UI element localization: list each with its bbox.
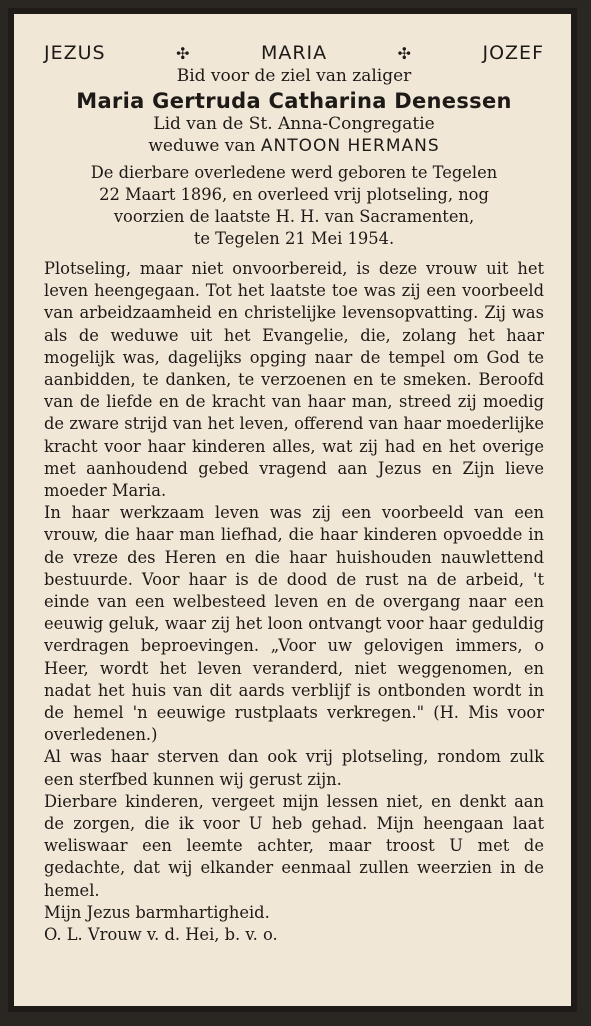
- membership-line: Lid van de St. Anna-Congregatie: [153, 114, 435, 134]
- header-jezus: JEZUS: [44, 42, 106, 64]
- printer-line: O. L. Vrouw v. d. Hei, b. v. o.: [44, 925, 278, 945]
- memorial-card: [8, 8, 577, 1012]
- deceased-name: Maria Gertruda Catharina Denessen: [76, 89, 512, 113]
- paragraph: Al was haar sterven dan ook vrij plotseling, rondom zulk een sterfbed kunnen wij gerust zijn.: [44, 747, 544, 789]
- cross-icon: ✣: [176, 43, 191, 63]
- paragraph: Dierbare kinderen, vergeet mijn lessen niet, en denkt aan de zorgen, die ik voor U heb gehad. Mijn heengaan laat weliswaar een leemte achter, maar troost U met de gedachte, dat wij elkander eenmaal zullen weerzien in de hemel.: [44, 791, 544, 900]
- intro-line: 22 Maart 1896, en overleed vrij plotseling, nog: [99, 185, 489, 204]
- closing-prayer: Mijn Jezus barmhartigheid.: [44, 902, 270, 922]
- paragraph: Plotseling, maar niet onvoorbereid, is deze vrouw uit het leven heengegaan. Tot het laatste toe was zij een voorbeeld van arbeidzaamheid en christelijke levensopvatting. Zij was als de weduwe uit het Evangelie, die, zolang het haar mogelijk was, dagelijks opging naar de tempel om God te aanbidden, te danken, te verzoenen en te smeken. Beroofd van de liefde en de kracht van haar man, streed zij moedig de zware strijd van het leven, offerend van haar moederlijke kracht voor haar kinderen alles, wat zij had en het overige met aanhoudend gebed vragend aan Jezus en Zijn lieve moeder Maria.: [44, 259, 544, 501]
- widow-line: [44, 135, 544, 157]
- intro-line: De dierbare overledene werd geboren te Tegelen: [90, 163, 498, 182]
- widow-prefix: weduwe van: [148, 136, 256, 156]
- prayer-line: Bid voor de ziel van zaliger: [176, 66, 412, 86]
- card-content: [44, 42, 544, 946]
- holy-names-header: [44, 42, 544, 64]
- husband-name: ANTOON HERMANS: [260, 136, 440, 156]
- memorial-text: [44, 258, 544, 902]
- cross-icon: ✣: [397, 43, 413, 63]
- intro-line: voorzien de laatste H. H. van Sacramenten,: [113, 207, 475, 226]
- birth-death-intro: [44, 162, 544, 250]
- paragraph: In haar werkzaam leven was zij een voorbeeld van een vrouw, die haar man liefhad, die haar kinderen opvoedde in de vreze des Heren en die haar huishouden nauwlettend bestuurde. Voor haar is de dood de rust na de arbeid, 't einde van een welbesteed leven en de overgang naar een eeuwig geluk, waar zij het loon ontvangt voor haar geduldig verdragen beproevingen. „Voor uw gelovigen immers, o Heer, wordt het leven veranderd, niet weggenomen, en nadat het huis van dit aards verblijf is ontbonden wordt in de hemel 'n eeuwige rustplaats verkregen." (H. Mis voor overledenen.): [44, 503, 544, 745]
- header-jozef: JOZEF: [482, 42, 544, 64]
- intro-line: te Tegelen 21 Mei 1954.: [193, 229, 395, 248]
- header-maria: MARIA: [260, 42, 328, 64]
